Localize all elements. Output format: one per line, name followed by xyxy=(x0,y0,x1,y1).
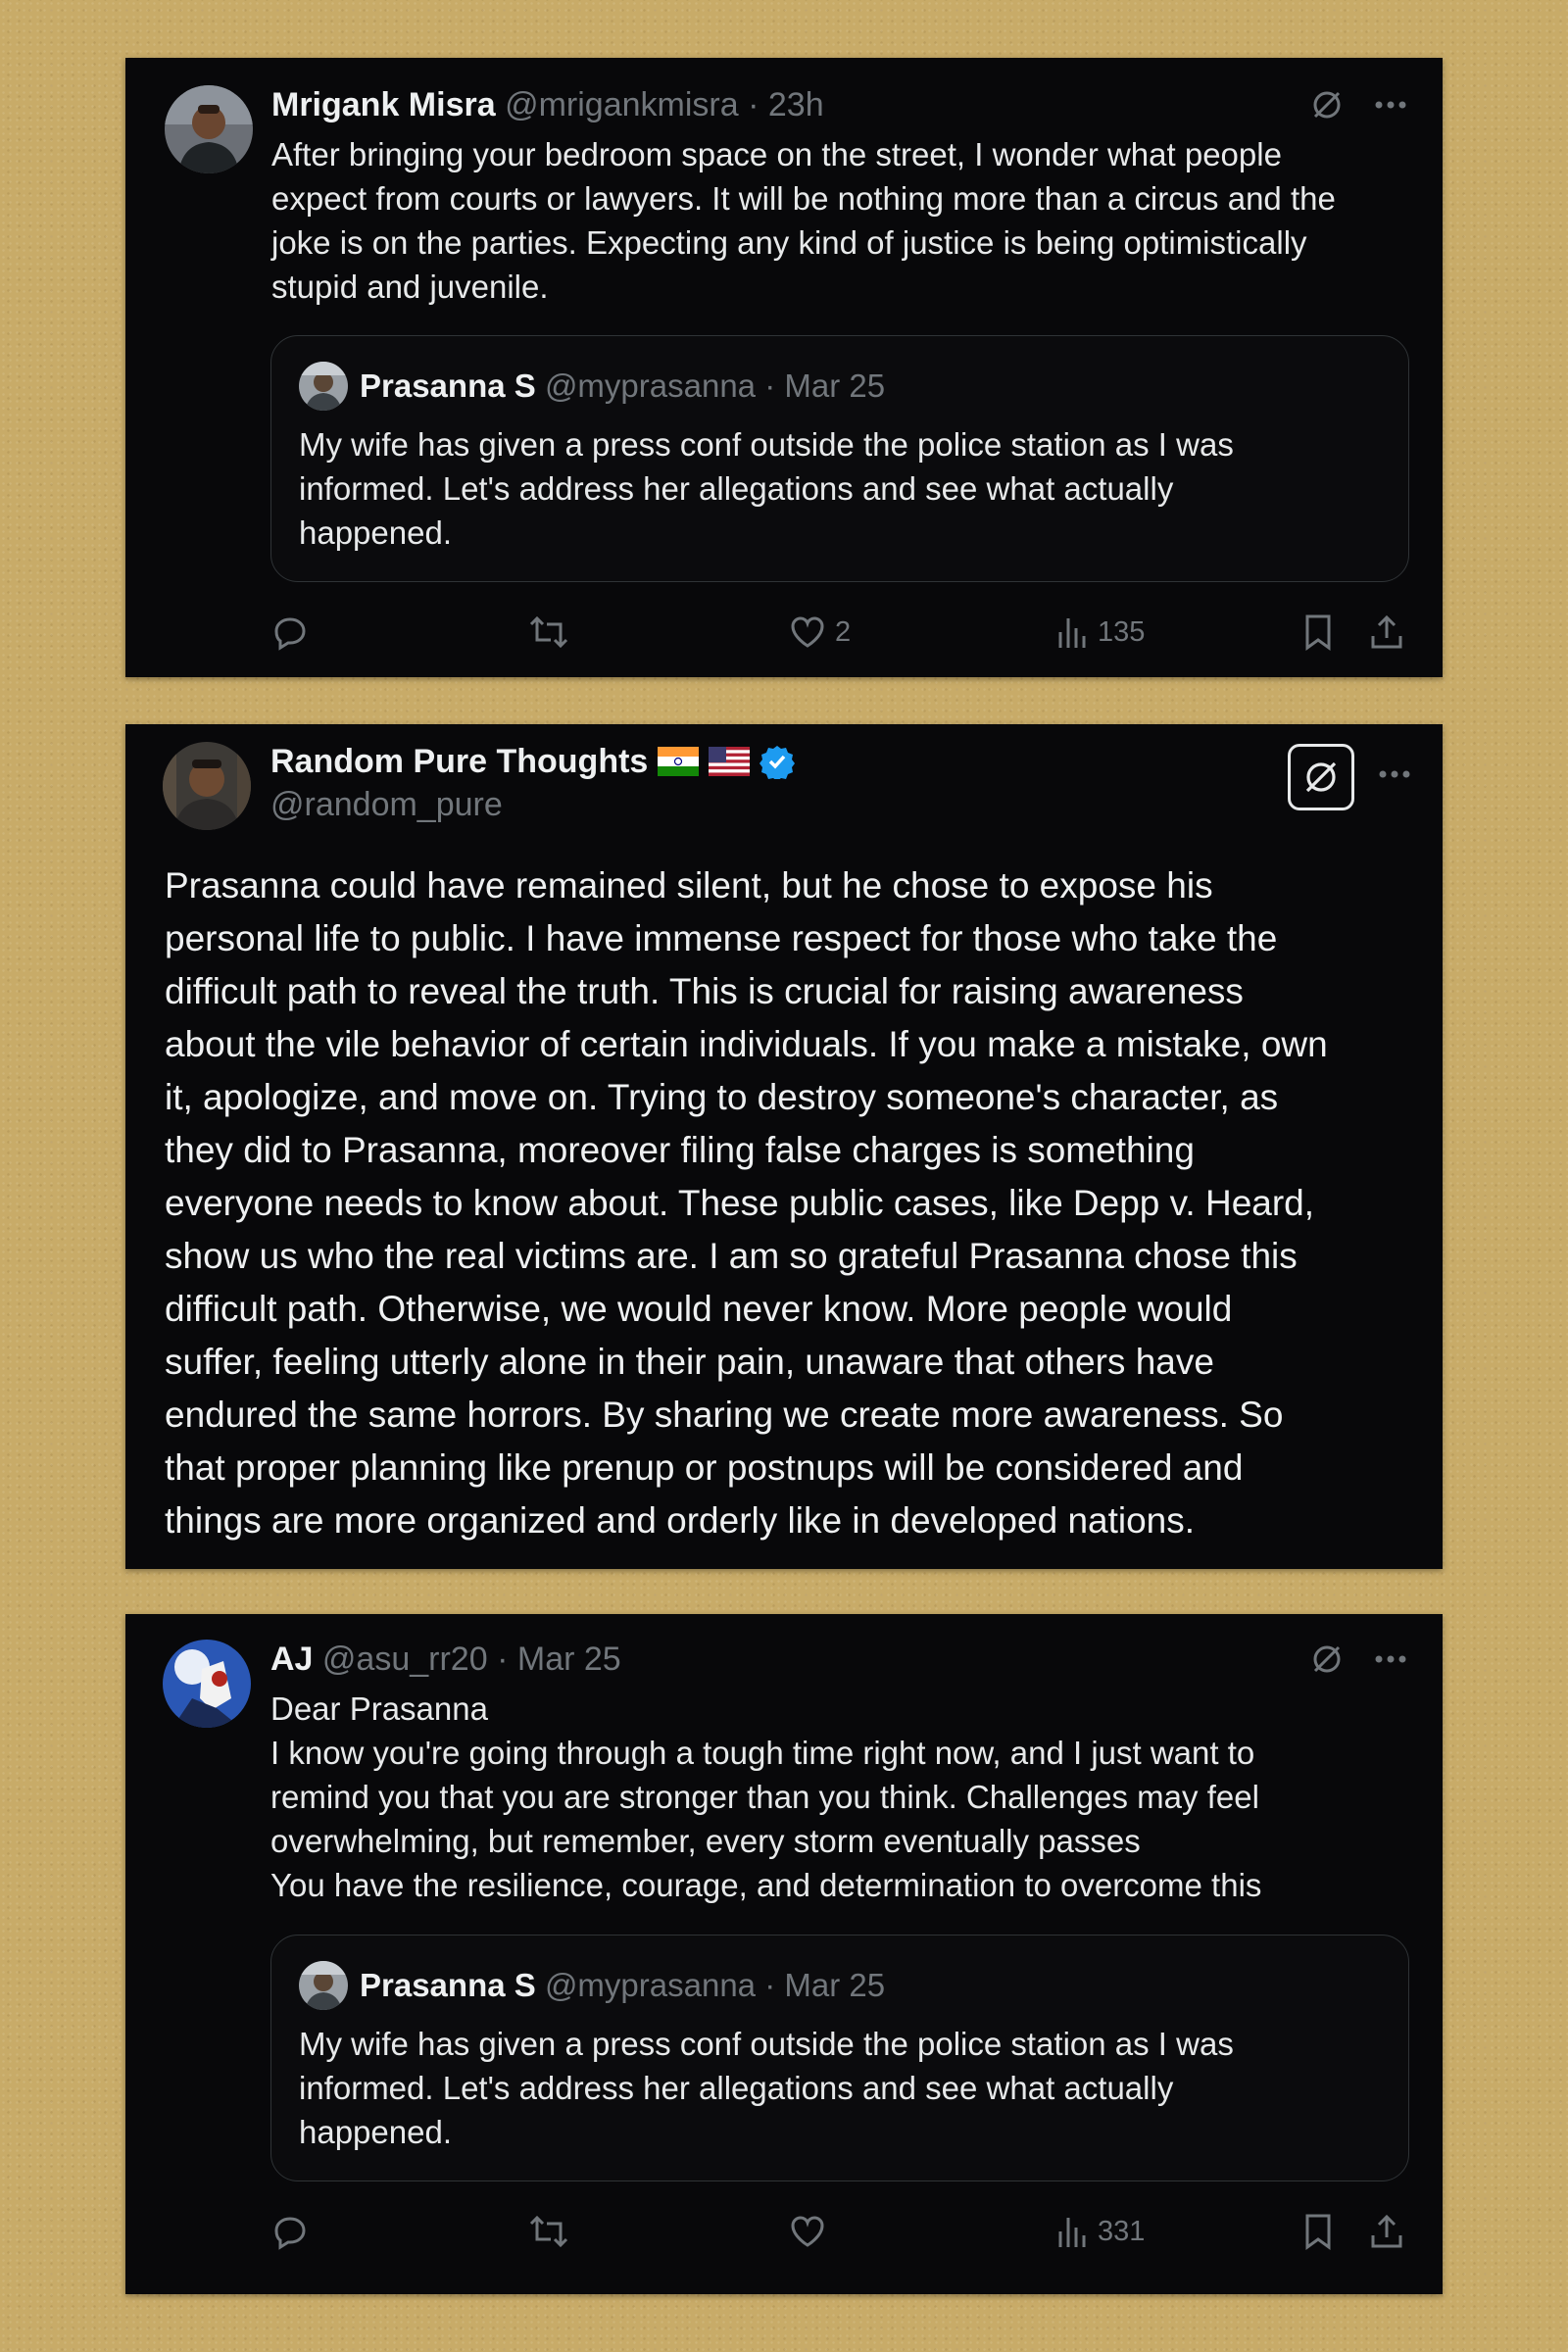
quoted-tweet-header xyxy=(299,1961,885,2010)
views-icon xyxy=(1054,2212,1090,2251)
more-icon[interactable] xyxy=(1378,769,1411,779)
tweet-card-aj xyxy=(125,1614,1443,2294)
tweet-text xyxy=(271,132,1408,309)
tweet-top-icons xyxy=(1309,1642,1407,1677)
author-name[interactable]: AJ xyxy=(270,1641,314,1678)
author-handle[interactable]: @random_pure xyxy=(270,786,503,823)
text-line: things are more organized and orderly like in developed nations. xyxy=(165,1500,1196,1541)
separator: · xyxy=(764,1967,776,2003)
views-icon xyxy=(1054,612,1090,652)
text-line: about the vile behavior of certain individuals. If you make a mistake, own xyxy=(165,1024,1328,1064)
author-handle[interactable]: @mrigankmisra xyxy=(505,86,739,123)
text-line: personal life to public. I have immense respect for those who take the xyxy=(165,918,1278,958)
text-line: that proper planning like prenup or postnups will be considered and xyxy=(165,1447,1244,1488)
text-line: My wife has given a press conf outside the police station as I was xyxy=(299,2026,1234,2062)
text-line: My wife has given a press conf outside the police station as I was xyxy=(299,426,1234,463)
text-line: show us who the real victims are. I am so grateful Prasanna chose this xyxy=(165,1236,1298,1276)
text-line: expect from courts or lawyers. It will be nothing more than a circus and the xyxy=(271,180,1336,217)
more-icon[interactable] xyxy=(1374,100,1407,110)
repost-button[interactable] xyxy=(527,612,570,652)
separator: · xyxy=(764,368,776,404)
text-line: You have the resilience, courage, and determination to overcome this xyxy=(270,1867,1262,1903)
text-line: Prasanna could have remained silent, but he chose to expose his xyxy=(165,865,1213,906)
timestamp[interactable]: 23h xyxy=(767,86,824,123)
text-line: joke is on the parties. Expecting any kind of justice is being optimistically xyxy=(271,224,1307,261)
usa-flag-icon xyxy=(709,747,750,776)
text-line: overwhelming, but remember, every storm eventually passes xyxy=(270,1823,1141,1859)
quoted-author-name[interactable]: Prasanna S xyxy=(360,368,536,404)
like-count: 2 xyxy=(835,615,852,648)
tweet-card-random-pure xyxy=(125,724,1443,1569)
quoted-author-handle[interactable]: @myprasanna xyxy=(544,368,757,404)
view-count: 331 xyxy=(1098,2215,1146,2247)
views-button[interactable] xyxy=(1054,2212,1145,2251)
like-icon xyxy=(788,612,827,652)
reply-icon xyxy=(270,2212,310,2251)
tweet-text xyxy=(165,859,1409,1547)
view-count: 135 xyxy=(1098,615,1146,648)
bookmark-icon xyxy=(1301,612,1335,652)
avatar[interactable] xyxy=(163,742,251,830)
quoted-tweet[interactable] xyxy=(270,1935,1409,2181)
repost-button[interactable] xyxy=(527,2212,570,2251)
text-line: they did to Prasanna, moreover filing false charges is something xyxy=(165,1130,1195,1170)
text-line: After bringing your bedroom space on the street, I wonder what people xyxy=(271,136,1282,172)
quoted-tweet-header xyxy=(299,362,885,411)
tweet-top-icons xyxy=(1309,87,1407,122)
tweet-header xyxy=(270,742,795,781)
like-button[interactable] xyxy=(788,2212,827,2251)
india-flag-icon xyxy=(658,747,699,776)
separator: · xyxy=(497,1641,509,1678)
bookmark-button[interactable] xyxy=(1301,2212,1335,2251)
reply-button[interactable] xyxy=(270,2212,310,2251)
text-line: remind you that you are stronger than you think. Challenges may feel xyxy=(270,1779,1259,1815)
verified-badge-icon[interactable] xyxy=(760,744,795,779)
text-line: it, apologize, and move on. Trying to destroy someone's character, as xyxy=(165,1077,1279,1117)
bookmark-icon xyxy=(1301,2212,1335,2251)
text-line: difficult path to reveal the truth. This is crucial for raising awareness xyxy=(165,971,1244,1011)
reply-button[interactable] xyxy=(270,612,310,652)
more-icon[interactable] xyxy=(1374,1654,1407,1664)
avatar[interactable] xyxy=(165,85,253,173)
text-line: happened. xyxy=(299,514,452,551)
quoted-avatar xyxy=(299,362,348,411)
author-name[interactable]: Mrigank Misra xyxy=(271,86,496,123)
author-handle[interactable]: @asu_rr20 xyxy=(321,1641,488,1678)
repost-icon xyxy=(527,612,570,652)
text-line: stupid and juvenile. xyxy=(271,269,549,305)
like-button[interactable] xyxy=(788,612,851,652)
share-button[interactable] xyxy=(1368,2212,1405,2251)
text-line: Dear Prasanna xyxy=(270,1690,488,1727)
share-icon xyxy=(1368,2212,1405,2251)
tweet-card-mrigank xyxy=(125,58,1443,677)
quoted-tweet-text xyxy=(299,422,1349,555)
tweet-actions xyxy=(270,612,1407,656)
text-line: happened. xyxy=(299,2114,452,2150)
text-line: informed. Let's address her allegations and see what actually xyxy=(299,470,1174,507)
quoted-timestamp: Mar 25 xyxy=(784,1967,886,2003)
author-name[interactable]: Random Pure Thoughts xyxy=(270,743,649,780)
repost-icon xyxy=(527,2212,570,2251)
grok-icon xyxy=(1301,758,1341,797)
grok-icon[interactable] xyxy=(1309,1642,1345,1677)
quoted-tweet[interactable] xyxy=(270,335,1409,582)
separator: · xyxy=(748,86,760,123)
reply-icon xyxy=(270,612,310,652)
timestamp[interactable]: Mar 25 xyxy=(516,1641,621,1678)
bookmark-button[interactable] xyxy=(1301,612,1335,652)
quoted-author-name[interactable]: Prasanna S xyxy=(360,1967,536,2003)
text-line: I know you're going through a tough time right now, and I just want to xyxy=(270,1735,1255,1771)
text-line: suffer, feeling utterly alone in their pain, unaware that others have xyxy=(165,1342,1214,1382)
grok-icon[interactable] xyxy=(1309,87,1345,122)
tweet-header xyxy=(270,1640,621,1679)
text-line: informed. Let's address her allegations and see what actually xyxy=(299,2070,1174,2106)
quoted-tweet-text xyxy=(299,2022,1349,2154)
grok-button[interactable] xyxy=(1288,744,1354,810)
quoted-timestamp: Mar 25 xyxy=(784,368,886,404)
text-line: endured the same horrors. By sharing we create more awareness. So xyxy=(165,1395,1284,1435)
tweet-header xyxy=(271,85,824,124)
text-line: everyone needs to know about. These public cases, like Depp v. Heard, xyxy=(165,1183,1315,1223)
quoted-author-handle[interactable]: @myprasanna xyxy=(544,1967,757,2003)
share-icon xyxy=(1368,612,1405,652)
views-button[interactable] xyxy=(1054,612,1145,652)
tweet-actions xyxy=(270,2212,1407,2255)
tweet-text xyxy=(270,1687,1407,1907)
author-handle-row xyxy=(270,785,503,824)
share-button[interactable] xyxy=(1368,612,1405,652)
quoted-avatar xyxy=(299,1961,348,2010)
text-line: difficult path. Otherwise, we would never know. More people would xyxy=(165,1289,1233,1329)
avatar[interactable] xyxy=(163,1640,251,1728)
like-icon xyxy=(788,2212,827,2251)
